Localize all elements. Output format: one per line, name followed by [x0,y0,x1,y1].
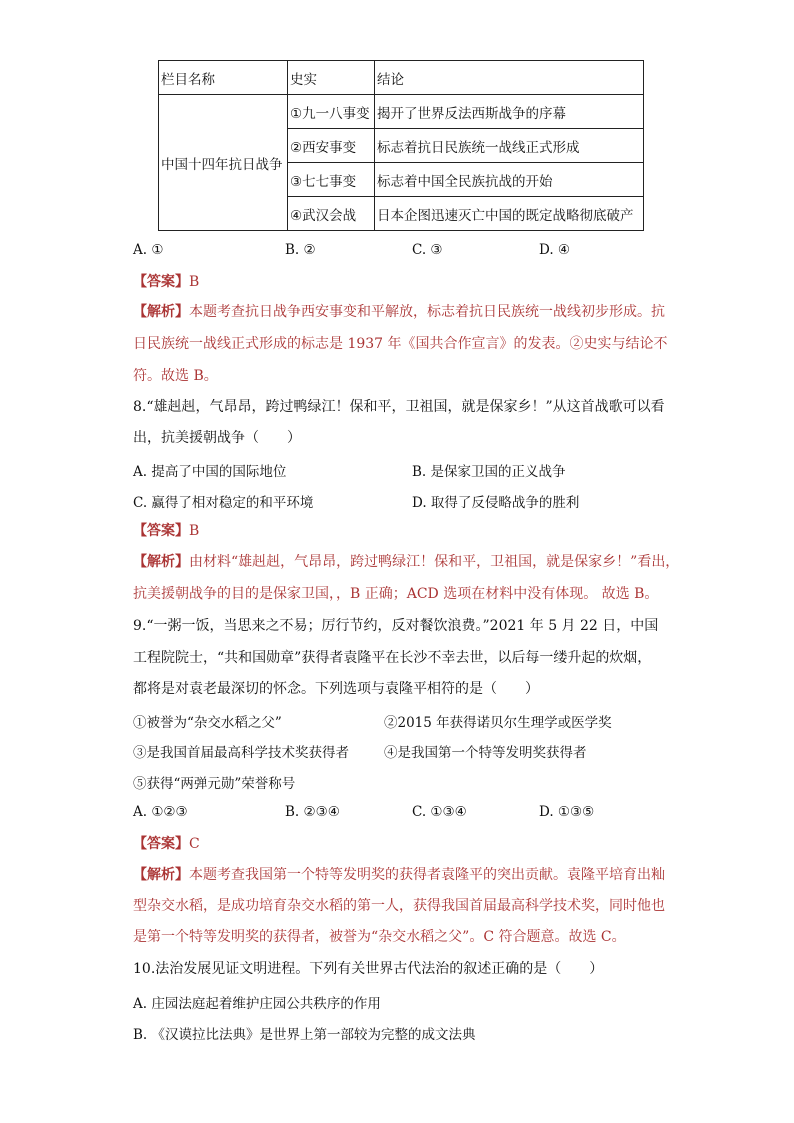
table-row [159,95,644,129]
option-b: B. ② [285,242,316,258]
analysis-text: 日民族统一战线正式形成的标志是 1937 年《国共合作宣言》的发表。②史实与结论不 [133,336,668,352]
question-stem: 都将是对袁老最深切的怀念。下列选项与袁隆平相符的是（ ） [133,681,539,697]
option-d: D. ①③⑤ [539,804,595,820]
analysis-line [133,553,679,571]
option-c: C. ③ [412,242,443,258]
question-stem: 工程院院士，“共和国勋章”获得者袁隆平在长沙不幸去世，以后每一缕升起的炊烟， [133,650,652,666]
option-a: A. 庄园法庭起着维护庄园公共秩序的作用 [133,996,381,1012]
table-conclusion-cell: 揭开了世界反法西斯战争的序幕 [375,95,644,129]
table-fact-cell: ④武汉会战 [288,197,375,231]
question-stem: 9.“一粥一饭，当思来之不易；厉行节约，反对餐饮浪费。”2021 年 5 月 22 日，中国 [133,618,659,634]
analysis-text: 本题考查我国第一个特等发明奖的获得者袁隆平的突出贡献。袁隆平培育出籼 [189,867,665,883]
option-b: B. 《汉谟拉比法典》是世界上第一部较为完整的成文法典 [133,1027,476,1043]
option-d: D. 取得了反侵略战争的胜利 [412,495,580,511]
analysis-line [133,303,665,321]
table-category-cell: 中国十四年抗日战争 [159,95,288,231]
analysis-tag: 【解析】 [133,867,189,883]
table-fact-cell: ①九一八事变 [288,95,375,129]
option-b: B. 是保家卫国的正义战争 [412,464,566,480]
table-header-row [159,61,644,95]
question-stem: 10.法治发展见证文明进程。下列有关世界古代法治的叙述正确的是（ ） [133,961,604,977]
answer-line [133,522,199,540]
analysis-tag: 【解析】 [133,554,189,570]
statement-item: ②2015 年获得诺贝尔生理学或医学奖 [384,715,612,731]
statement-item: ①被誉为“杂交水稻之父” [133,715,282,731]
question-stem: 出，抗美援朝战争（ ） [133,430,301,446]
table-header-cell: 结论 [375,61,644,95]
option-a: A. 提高了中国的国际地位 [133,464,287,480]
table-header-cell: 史实 [288,61,375,95]
table-fact-cell: ③七七事变 [288,163,375,197]
answer-value: B [189,523,200,539]
option-c: C. ①③④ [412,804,467,820]
analysis-line [133,866,665,884]
analysis-text: 本题考查抗日战争西安事变和平解放，标志着抗日民族统一战线初步形成。抗 [189,304,665,320]
analysis-text: 是第一个特等发明奖的获得者，被誉为“杂交水稻之父”。C 符合题意。故选 C。 [133,929,626,945]
answer-line [133,835,200,853]
analysis-tag: 【解析】 [133,304,189,320]
history-table [158,60,644,231]
answer-tag: 【答案】 [133,836,189,852]
answer-value: C [189,836,200,852]
statement-item: ③是我国首届最高科学技术奖获得者 [133,745,349,761]
table-header-cell: 栏目名称 [159,61,288,95]
option-c: C. 赢得了相对稳定的和平环境 [133,495,314,511]
option-a: A. ①②③ [133,804,188,820]
analysis-text: 符。故选 B。 [133,368,218,384]
option-d: D. ④ [539,242,571,258]
answer-tag: 【答案】 [133,274,189,290]
analysis-text: 由材料“雄赳赳，气昂昂，跨过鸭绿江！保和平，卫祖国，就是保家乡！”看出， [189,554,680,570]
analysis-text: 抗美援朝战争的目的是保家卫国，，B 正确；ACD 选项在材料中没有体现。 故选 B。 [133,586,659,602]
statement-item: ⑤获得“两弹元勋”荣誉称号 [133,776,296,792]
option-b: B. ②③④ [285,804,340,820]
table-conclusion-cell: 标志着抗日民族统一战线正式形成 [375,129,644,163]
analysis-text: 型杂交水稻，是成功培育杂交水稻的第一人，获得我国首届最高科学技术奖，同时他也 [133,898,665,914]
table-conclusion-cell: 标志着中国全民族抗战的开始 [375,163,644,197]
answer-value: B [189,274,200,290]
table-conclusion-cell: 日本企图迅速灭亡中国的既定战略彻底破产 [375,197,644,231]
option-a: A. ① [133,242,164,258]
table-fact-cell: ②西安事变 [288,129,375,163]
statement-item: ④是我国第一个特等发明奖获得者 [384,745,587,761]
answer-tag: 【答案】 [133,523,189,539]
answer-line [133,273,199,291]
question-stem: 8.“雄赳赳，气昂昂，跨过鸭绿江！保和平，卫祖国，就是保家乡！”从这首战歌可以看 [133,399,665,415]
